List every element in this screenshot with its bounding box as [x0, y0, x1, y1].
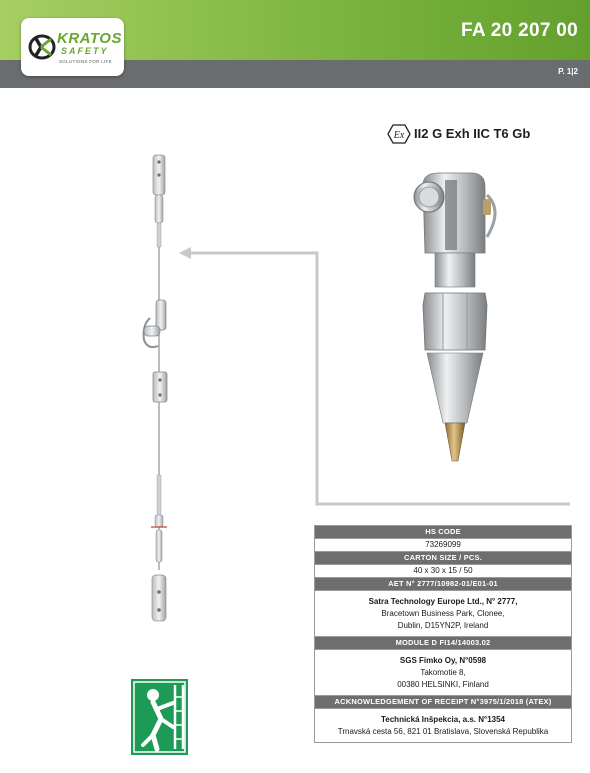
- ack-header: ACKNOWLEDGEMENT OF RECEIPT N°3975/1/2018 (ATEX): [315, 696, 571, 709]
- product-photo: [395, 165, 515, 465]
- kratos-emblem-icon: [25, 27, 61, 67]
- page-number: P. 1|2: [558, 67, 578, 76]
- product-code: FA 20 207 00: [461, 20, 578, 41]
- info-table: [314, 525, 572, 743]
- module-name: SGS Fimko Oy, N°0598: [399, 656, 487, 665]
- aet-line2: Dublin, D15YN2P, Ireland: [397, 621, 489, 630]
- hs-code-header: HS CODE: [315, 526, 571, 539]
- aet-header: AET N° 2777/10982-01/E01-01: [315, 578, 571, 591]
- carton-value: 40 x 30 x 15 / 50: [315, 565, 571, 578]
- ladder-climbing-icon: [131, 679, 188, 755]
- ack-name: Technická Inšpekcia, a.s. N°1354: [380, 715, 505, 724]
- logo-sub-text: SAFETY: [61, 46, 109, 56]
- fall-arrester: [144, 300, 166, 347]
- module-line1: Takomotie 8,: [420, 668, 466, 677]
- intermediate-bracket: [153, 372, 167, 402]
- atex-text: II2 G Exh IIC T6 Gb: [414, 126, 531, 141]
- ex-symbol: Ex: [393, 130, 405, 141]
- aet-line1: Bracetown Business Park, Clonee,: [381, 609, 505, 618]
- logo-slogan: SOLUTIONS FOR LIFE: [59, 59, 112, 64]
- ack-line1: Trnavská cesta 56, 821 01 Bratislava, Slovenská Republika: [337, 727, 549, 736]
- module-header: MODULE D FI14/14003.02: [315, 637, 571, 650]
- ex-hexagon-icon: [387, 124, 411, 144]
- worker-climbing-icon: [131, 679, 188, 755]
- kratos-logo: [21, 18, 124, 76]
- bottom-anchor-plate: [152, 575, 166, 621]
- callout-arrow: [175, 245, 575, 515]
- logo-brand-text: KRATOS: [57, 30, 122, 47]
- aet-body: [315, 591, 571, 637]
- ack-body: [315, 709, 571, 743]
- module-line2: 00380 HELSINKI, Finland: [397, 680, 489, 689]
- module-body: [315, 650, 571, 696]
- hs-code-value: 73269099: [315, 539, 571, 552]
- carton-header: CARTON SIZE / PCS.: [315, 552, 571, 565]
- aet-name: Satra Technology Europe Ltd., N° 2777,: [368, 597, 518, 606]
